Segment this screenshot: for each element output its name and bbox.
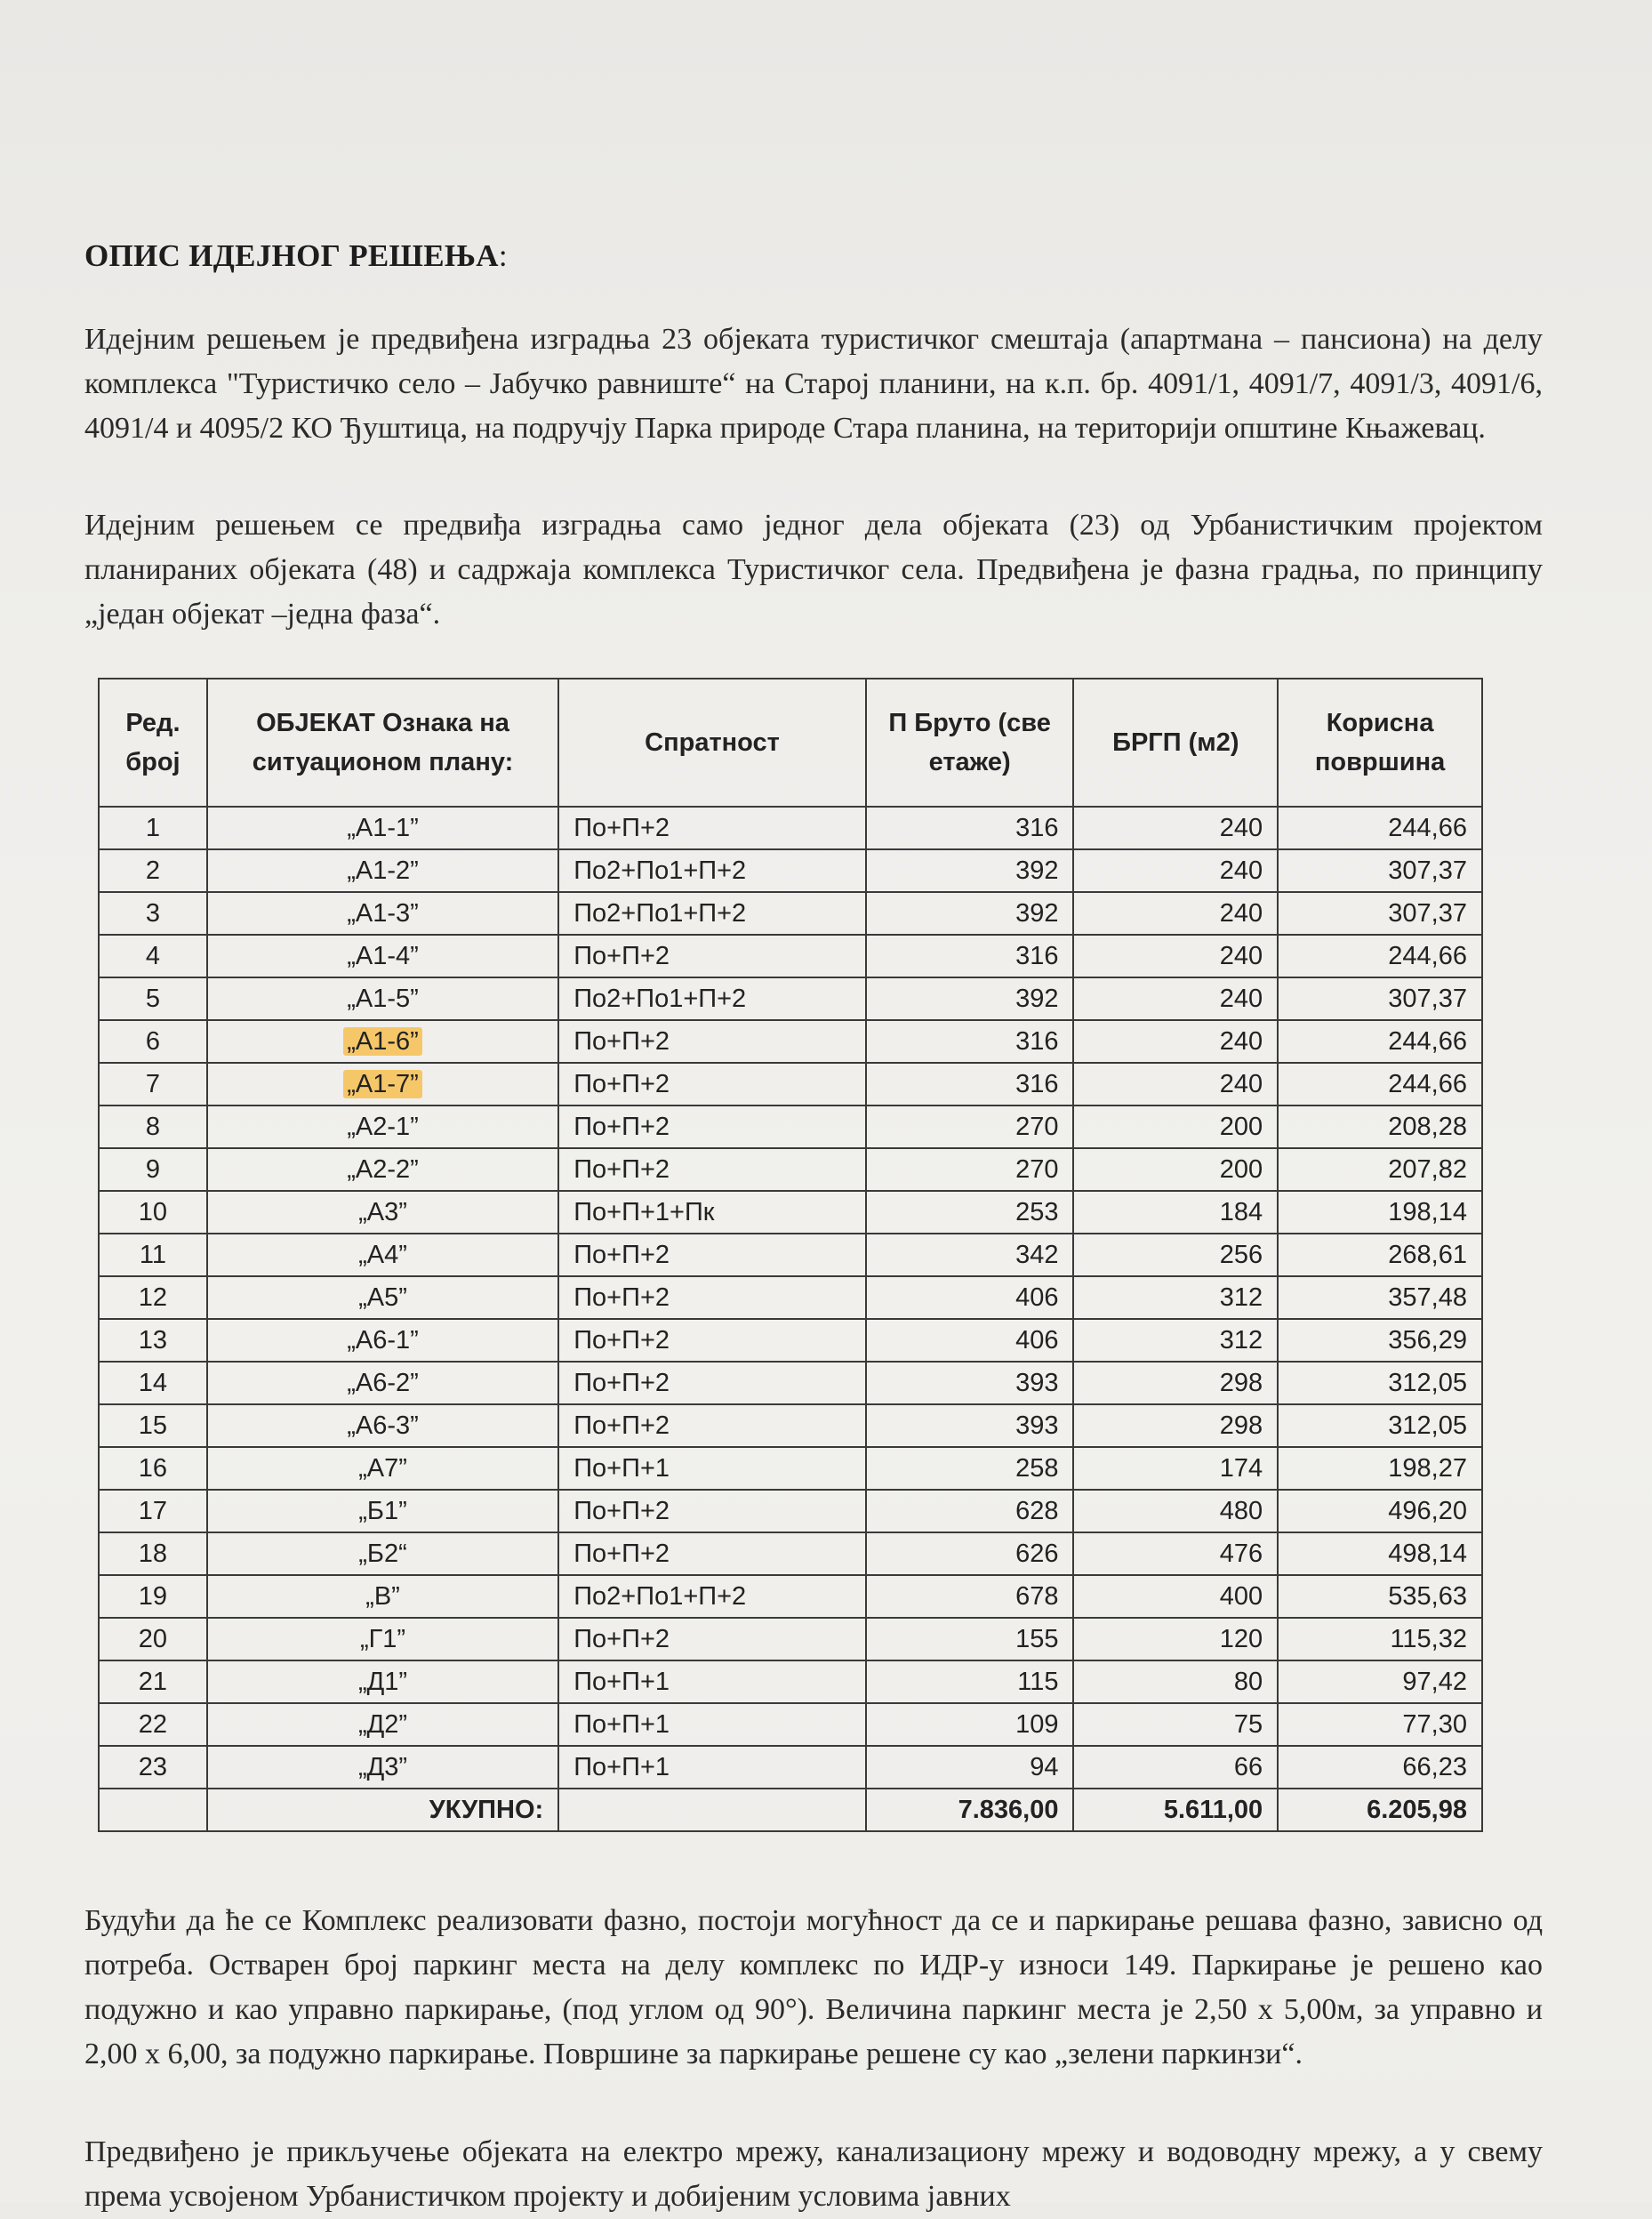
paragraph-phasing: Идејним решењем се предвиђа изградња само једног дела објеката (23) од Урбанистичким пројектом планираних објеката (48) и садржаја комплекса Туристичког села. Предвиђена је фазна градња, по принципу „један објекат –једна фаза“. — [84, 509, 1543, 631]
table-row — [99, 807, 1482, 849]
row-object: „А5” — [207, 1276, 558, 1319]
row-usable: 244,66 — [1278, 935, 1482, 977]
total-empty-cell — [99, 1789, 207, 1831]
row-object: „А2-1” — [207, 1105, 558, 1148]
row-gross: 155 — [866, 1618, 1074, 1660]
row-floors: По+П+2 — [558, 1618, 866, 1660]
row-brgp: 240 — [1073, 892, 1278, 935]
row-gross: 392 — [866, 892, 1074, 935]
row-usable: 198,14 — [1278, 1191, 1482, 1234]
highlighted-object-label: „А1-7” — [343, 1070, 422, 1098]
table-row — [99, 1447, 1482, 1490]
row-object: „А1-1” — [207, 807, 558, 849]
row-usable: 357,48 — [1278, 1276, 1482, 1319]
row-floors: По+П+2 — [558, 1234, 866, 1276]
table-body — [99, 807, 1482, 1789]
row-gross: 270 — [866, 1148, 1074, 1191]
row-gross: 109 — [866, 1703, 1074, 1746]
row-brgp: 80 — [1073, 1660, 1278, 1703]
table-row — [99, 1105, 1482, 1148]
row-usable: 312,05 — [1278, 1362, 1482, 1404]
row-usable: 97,42 — [1278, 1660, 1482, 1703]
row-usable: 307,37 — [1278, 892, 1482, 935]
row-usable: 356,29 — [1278, 1319, 1482, 1362]
row-brgp: 200 — [1073, 1105, 1278, 1148]
row-brgp: 174 — [1073, 1447, 1278, 1490]
row-floors: По+П+1 — [558, 1703, 866, 1746]
row-brgp: 298 — [1073, 1362, 1278, 1404]
row-number: 9 — [99, 1148, 207, 1191]
row-usable: 244,66 — [1278, 807, 1482, 849]
row-number: 14 — [99, 1362, 207, 1404]
row-object: „Д3” — [207, 1746, 558, 1789]
row-gross: 393 — [866, 1362, 1074, 1404]
row-number: 15 — [99, 1404, 207, 1447]
row-gross: 392 — [866, 849, 1074, 892]
row-floors: По+П+2 — [558, 1532, 866, 1575]
row-gross: 393 — [866, 1404, 1074, 1447]
row-usable: 496,20 — [1278, 1490, 1482, 1532]
row-number: 12 — [99, 1276, 207, 1319]
row-object: „А1-3” — [207, 892, 558, 935]
header-object: ОБЈЕКАТ Ознака на ситуационом плану: — [207, 679, 558, 807]
row-brgp: 240 — [1073, 1020, 1278, 1063]
row-usable: 498,14 — [1278, 1532, 1482, 1575]
row-floors: По2+По1+П+2 — [558, 1575, 866, 1618]
row-usable: 244,66 — [1278, 1020, 1482, 1063]
row-number: 5 — [99, 977, 207, 1020]
table-row — [99, 1404, 1482, 1447]
row-object: „А3” — [207, 1191, 558, 1234]
row-gross: 342 — [866, 1234, 1074, 1276]
row-object: „Д2” — [207, 1703, 558, 1746]
header-no: Ред. број — [99, 679, 207, 807]
row-brgp: 240 — [1073, 849, 1278, 892]
row-gross: 628 — [866, 1490, 1074, 1532]
row-number: 23 — [99, 1746, 207, 1789]
row-usable: 207,82 — [1278, 1148, 1482, 1191]
highlighted-object-label: „А1-6” — [343, 1027, 422, 1056]
paragraph-intro: Идејним решењем је предвиђена изградња 23 објеката туристичког смештаја (апартмана – пансиона) на делу комплекса "Туристичко село – Јабучко равниште“ на Старој планини, на к.п. бр. 4091/1, 4091/7, 4091/3, 4091/6, 4091/4 и 4095/2 КО Ђуштица, на подручју Парка природе Стара планина, на територији општине Књажевац. — [84, 323, 1543, 445]
row-number: 2 — [99, 849, 207, 892]
row-floors: По+П+2 — [558, 1063, 866, 1105]
heading-title: ОПИС ИДЕЈНОГ РЕШЕЊА — [84, 238, 499, 273]
row-brgp: 480 — [1073, 1490, 1278, 1532]
row-usable: 307,37 — [1278, 977, 1482, 1020]
table-row — [99, 1319, 1482, 1362]
total-brgp: 5.611,00 — [1073, 1789, 1278, 1831]
row-object: „Д1” — [207, 1660, 558, 1703]
row-gross: 626 — [866, 1532, 1074, 1575]
row-gross: 253 — [866, 1191, 1074, 1234]
row-floors: По+П+2 — [558, 1490, 866, 1532]
table-header-row — [99, 679, 1482, 807]
table-row — [99, 1618, 1482, 1660]
row-usable: 66,23 — [1278, 1746, 1482, 1789]
row-floors: По+П+2 — [558, 1020, 866, 1063]
table-row — [99, 1276, 1482, 1319]
row-usable: 244,66 — [1278, 1063, 1482, 1105]
row-object: „Б1” — [207, 1490, 558, 1532]
table-row — [99, 1191, 1482, 1234]
objects-table — [98, 678, 1483, 1832]
row-floors: По+П+2 — [558, 1319, 866, 1362]
row-floors: По2+По1+П+2 — [558, 849, 866, 892]
row-number: 11 — [99, 1234, 207, 1276]
row-floors: По+П+2 — [558, 1105, 866, 1148]
row-object — [207, 1063, 558, 1105]
header-floors: Спратност — [558, 679, 866, 807]
row-brgp: 298 — [1073, 1404, 1278, 1447]
row-object: „А1-2” — [207, 849, 558, 892]
row-object: „А2-2” — [207, 1148, 558, 1191]
row-gross: 406 — [866, 1319, 1074, 1362]
row-number: 13 — [99, 1319, 207, 1362]
row-floors: По+П+2 — [558, 1404, 866, 1447]
row-gross: 115 — [866, 1660, 1074, 1703]
row-number: 8 — [99, 1105, 207, 1148]
total-usable: 6.205,98 — [1278, 1789, 1482, 1831]
row-usable: 77,30 — [1278, 1703, 1482, 1746]
row-gross: 316 — [866, 807, 1074, 849]
row-brgp: 184 — [1073, 1191, 1278, 1234]
row-object: „А7” — [207, 1447, 558, 1490]
row-floors: По+П+2 — [558, 935, 866, 977]
row-floors: По2+По1+П+2 — [558, 977, 866, 1020]
row-object — [207, 1020, 558, 1063]
table-row — [99, 849, 1482, 892]
row-gross: 406 — [866, 1276, 1074, 1319]
row-brgp: 75 — [1073, 1703, 1278, 1746]
table-row — [99, 1148, 1482, 1191]
table-row — [99, 1532, 1482, 1575]
header-gross: П Бруто (све етаже) — [866, 679, 1074, 807]
table-row — [99, 1660, 1482, 1703]
row-object: „В” — [207, 1575, 558, 1618]
row-usable: 312,05 — [1278, 1404, 1482, 1447]
row-object: „А6-2” — [207, 1362, 558, 1404]
row-brgp: 256 — [1073, 1234, 1278, 1276]
row-brgp: 400 — [1073, 1575, 1278, 1618]
heading-colon: : — [498, 238, 508, 273]
row-gross: 316 — [866, 935, 1074, 977]
row-floors: По+П+1 — [558, 1746, 866, 1789]
table-row — [99, 1234, 1482, 1276]
row-floors: По2+По1+П+2 — [558, 892, 866, 935]
row-brgp: 476 — [1073, 1532, 1278, 1575]
total-gross: 7.836,00 — [866, 1789, 1074, 1831]
table-row — [99, 977, 1482, 1020]
row-brgp: 200 — [1073, 1148, 1278, 1191]
row-floors: По+П+1+Пк — [558, 1191, 866, 1234]
row-gross: 270 — [866, 1105, 1074, 1148]
header-usable: Корисна површина — [1278, 679, 1482, 807]
row-usable: 208,28 — [1278, 1105, 1482, 1148]
row-usable: 115,32 — [1278, 1618, 1482, 1660]
total-empty-cell — [558, 1789, 866, 1831]
row-number: 16 — [99, 1447, 207, 1490]
row-number: 4 — [99, 935, 207, 977]
row-floors: По+П+2 — [558, 1276, 866, 1319]
row-object: „А6-3” — [207, 1404, 558, 1447]
row-number: 3 — [99, 892, 207, 935]
row-number: 7 — [99, 1063, 207, 1105]
row-gross: 392 — [866, 977, 1074, 1020]
table-total-row — [99, 1789, 1482, 1831]
row-usable: 268,61 — [1278, 1234, 1482, 1276]
row-object: „Б2“ — [207, 1532, 558, 1575]
row-gross: 316 — [866, 1063, 1074, 1105]
row-number: 18 — [99, 1532, 207, 1575]
header-brgp: БРГП (м2) — [1073, 679, 1278, 807]
table-row — [99, 892, 1482, 935]
row-number: 21 — [99, 1660, 207, 1703]
total-label: УКУПНО: — [207, 1789, 558, 1831]
row-object: „А1-4” — [207, 935, 558, 977]
table-row — [99, 1490, 1482, 1532]
row-number: 22 — [99, 1703, 207, 1746]
row-brgp: 240 — [1073, 935, 1278, 977]
row-number: 6 — [99, 1020, 207, 1063]
row-brgp: 240 — [1073, 807, 1278, 849]
row-object: „А6-1” — [207, 1319, 558, 1362]
row-number: 10 — [99, 1191, 207, 1234]
table-row — [99, 1063, 1482, 1105]
row-gross: 678 — [866, 1575, 1074, 1618]
row-floors: По+П+2 — [558, 1362, 866, 1404]
table-row — [99, 1575, 1482, 1618]
row-number: 19 — [99, 1575, 207, 1618]
paragraph-parking: Будући да ће се Комплекс реализовати фазно, постоји могућност да се и паркирање решава фазно, зависно од потреба. Остварен број паркинг места на делу комплекс по ИДР-у износи 149. Паркирање је решено као подужно и као управно паркирање, (под углом од 90°). Величина паркинг места је 2,50 x 5,00м, за управно и 2,00 x 6,00, за подужно паркирање. Површине за паркирање решене су као „зелени паркинзи“. — [84, 1904, 1543, 2070]
row-brgp: 240 — [1073, 1063, 1278, 1105]
paragraph-utilities: Предвиђено је прикључење објеката на електро мрежу, канализациону мрежу и водоводну мрежу, а у свему према усвојеном Урбанистичком пројекту и добијеним условима јавних — [84, 2135, 1543, 2213]
row-number: 20 — [99, 1618, 207, 1660]
row-floors: По+П+2 — [558, 807, 866, 849]
row-usable: 198,27 — [1278, 1447, 1482, 1490]
row-brgp: 240 — [1073, 977, 1278, 1020]
row-floors: По+П+2 — [558, 1148, 866, 1191]
row-usable: 535,63 — [1278, 1575, 1482, 1618]
row-object: „А1-5” — [207, 977, 558, 1020]
row-gross: 94 — [866, 1746, 1074, 1789]
row-number: 1 — [99, 807, 207, 849]
row-floors: По+П+1 — [558, 1447, 866, 1490]
row-brgp: 66 — [1073, 1746, 1278, 1789]
row-brgp: 312 — [1073, 1276, 1278, 1319]
row-gross: 316 — [866, 1020, 1074, 1063]
row-brgp: 120 — [1073, 1618, 1278, 1660]
table-row — [99, 1362, 1482, 1404]
row-object: „Г1” — [207, 1618, 558, 1660]
row-usable: 307,37 — [1278, 849, 1482, 892]
row-gross: 258 — [866, 1447, 1074, 1490]
table-row — [99, 1020, 1482, 1063]
row-floors: По+П+1 — [558, 1660, 866, 1703]
table-row — [99, 1746, 1482, 1789]
row-number: 17 — [99, 1490, 207, 1532]
section-heading — [84, 238, 508, 274]
row-object: „А4” — [207, 1234, 558, 1276]
table-row — [99, 935, 1482, 977]
table-row — [99, 1703, 1482, 1746]
row-brgp: 312 — [1073, 1319, 1278, 1362]
